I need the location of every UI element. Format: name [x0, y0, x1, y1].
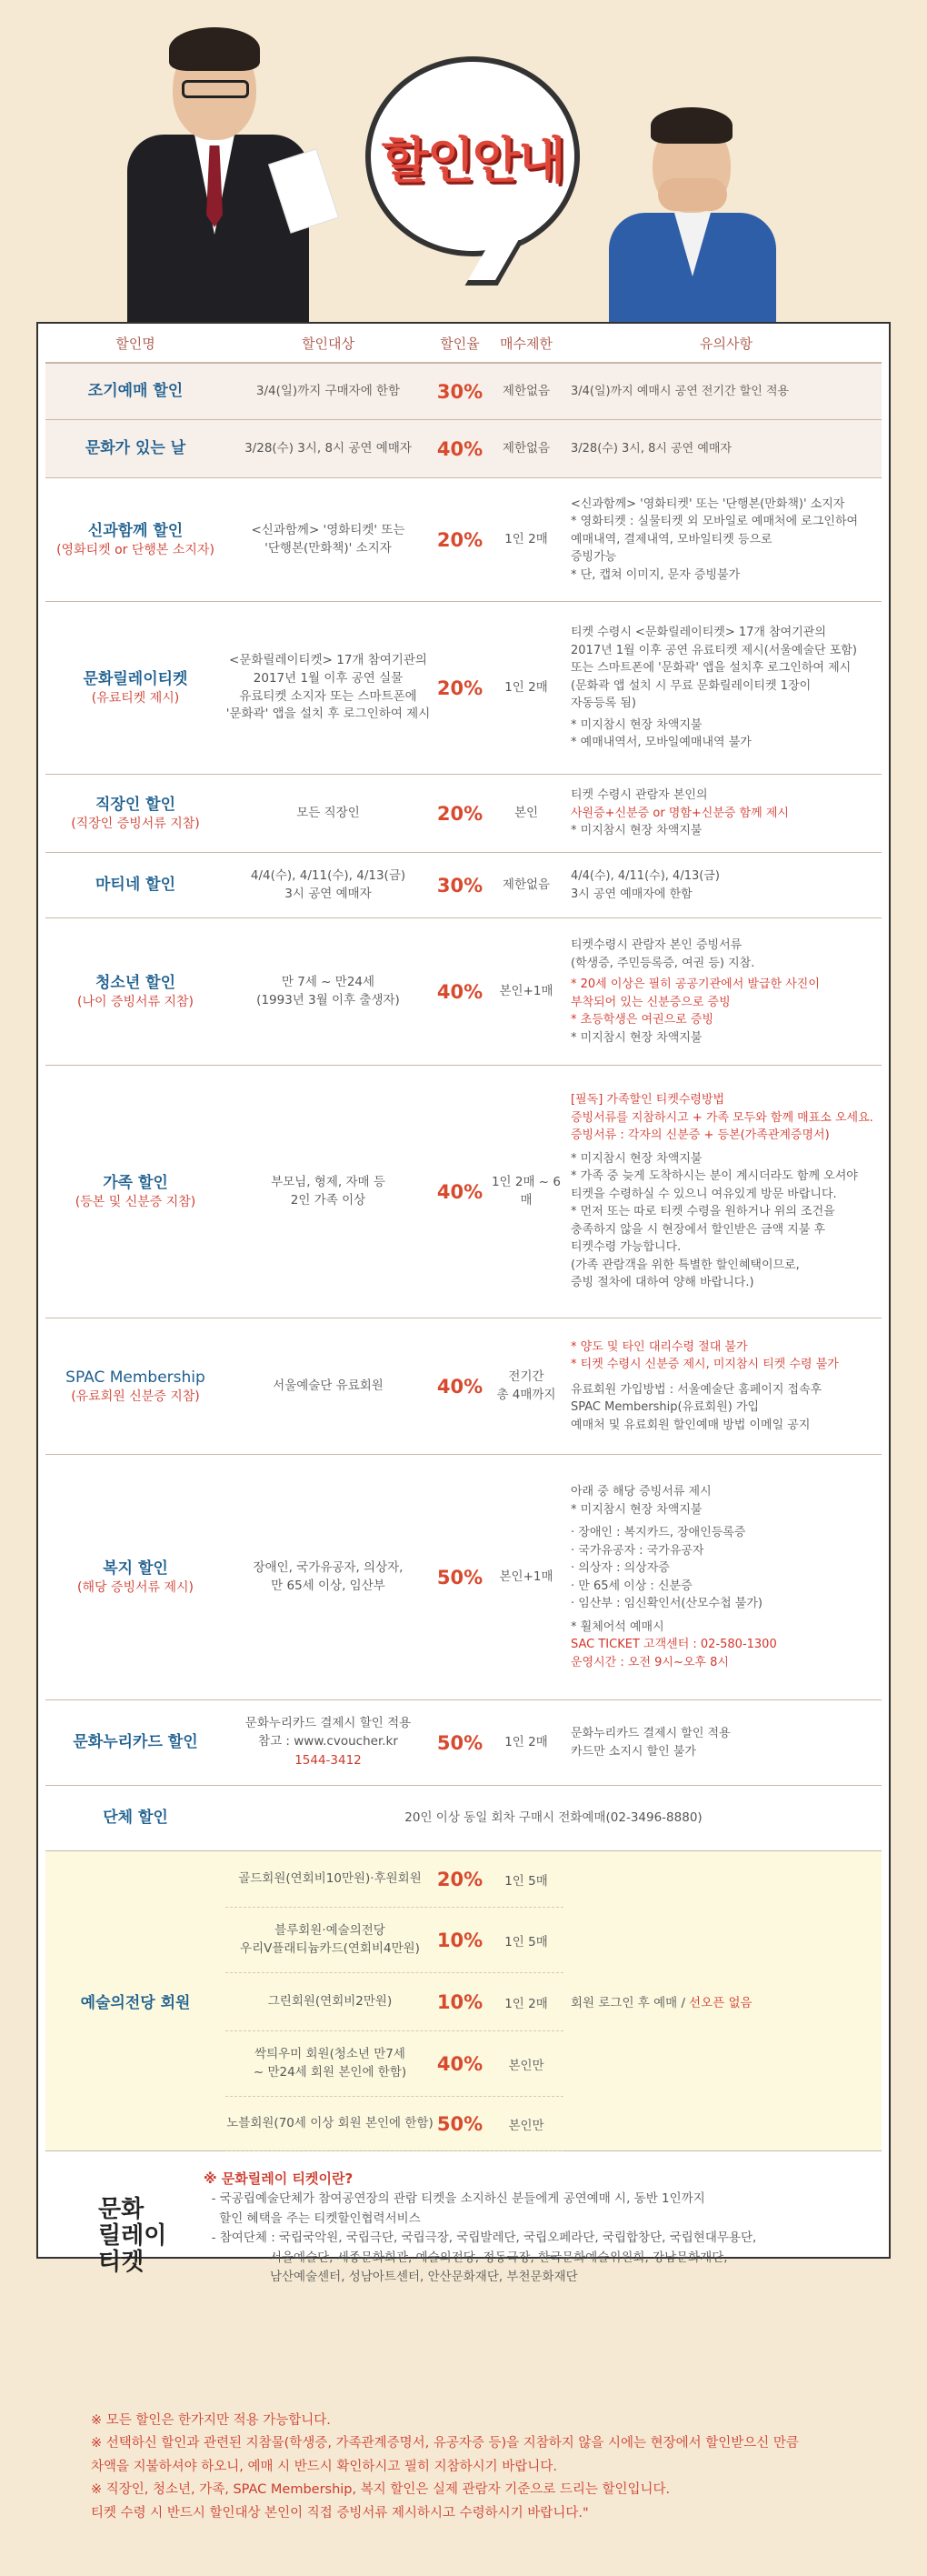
footer-notices	[91, 2410, 872, 2525]
discount-note: * 영화티켓 : 실물티켓 외 모바일로 예매처에 로그인하여 예매내역, 결제내역, 모바일티켓 등으로 증빙가능	[571, 515, 859, 565]
discount-rate: 20%	[436, 802, 483, 825]
discount-target: <문화릴레이티켓> 17개 참여기관의 2017년 1월 이후 공연 실물 유료티켓 소지자 또는 스마트폰에 '문화곽' 앱을 설치 후 로그인하여 제시	[225, 653, 431, 722]
discount-limit: 제한없음	[502, 383, 551, 398]
discount-target: 3/28(수) 3시, 8시 공연 예매자	[244, 440, 412, 456]
membership-limit: 1인 5매	[504, 1873, 548, 1889]
membership-rate: 10%	[436, 1990, 483, 2013]
membership-tier-row	[225, 2031, 563, 2097]
relay-ticket-description	[204, 2168, 858, 2288]
membership-limit: 1인 2매	[504, 1996, 548, 2011]
discount-target: <신과함께> '영화티켓' 또는 '단행본(만화책)' 소지자	[251, 522, 405, 556]
discount-note: 3/4(일)까지 예매시 공연 전기간 할인 적용	[571, 384, 790, 398]
relay-line: 할인 혜택을 주는 티켓할인협력서비스	[204, 2210, 421, 2226]
membership-limit: 1인 5매	[504, 1934, 548, 1950]
discount-rate: 50%	[436, 1731, 483, 1754]
table-row-culture-day	[45, 420, 882, 478]
membership-rate: 20%	[436, 1868, 483, 1890]
membership-rate: 10%	[436, 1929, 483, 1951]
header-limit: 매수제한	[500, 335, 553, 352]
discount-note: 티켓수령시 관람자 본인 증빙서류 (학생증, 주민등록증, 여권 등) 지참.	[571, 938, 755, 970]
table-row-culture-nuri-card	[45, 1700, 882, 1786]
table-row-matinee	[45, 853, 882, 918]
discount-limit: 1인 2매	[504, 679, 548, 695]
discount-limit: 제한없음	[502, 877, 551, 892]
discount-note: <신과함께> '영화티켓' 또는 '단행본(만화책)' 소지자	[571, 496, 845, 511]
discount-condition: (유료회원 신분증 지참)	[71, 1388, 200, 1404]
discount-note-required: * 양도 및 타인 대리수령 절대 불가 * 티켓 수령시 신분증 제시, 미지참시 티켓 수령 불가	[571, 1339, 839, 1372]
table-row-early-booking	[45, 364, 882, 420]
discount-condition: (등본 및 신분증 지참)	[75, 1194, 196, 1209]
discount-note: 티켓 수령시 <문화릴레이티켓> 17개 참여기관의 2017년 1월 이후 공연 유료티켓 제시(서울예술단 포함) 또는 스마트폰에 '문화곽' 앱을 설치후 로그인하여 제시 (문화곽 앱 설치 시 무료 문화릴레이티켓 1장이 자동등록 됨)	[571, 626, 857, 711]
table-row-youth	[45, 918, 882, 1066]
table-row-sac-membership	[45, 1851, 882, 2151]
discount-limit: 1인 2매	[504, 1734, 548, 1749]
membership-limit: 본인만	[508, 2058, 544, 2073]
discount-note-required: 사원증+신분증 or 명함+신분증 함께 제시	[571, 806, 789, 820]
relay-ticket-logo	[98, 2197, 189, 2276]
discount-rate: 40%	[436, 1180, 483, 1203]
discount-name: 예술의전당 회원	[80, 1994, 191, 2012]
discount-limit: 본인+1매	[499, 1569, 553, 1584]
discount-name: 문화릴레이티켓	[83, 669, 188, 688]
discount-target: 4/4(수), 4/11(수), 4/13(금) 3시 공연 예매자	[250, 867, 406, 901]
discount-note-required: [필독] 가족할인 티켓수령방법 증빙서류를 지참하시고 + 가족 모두와 함께 매표소 오세요. 증빙서류 : 각자의 신분증 + 등본(가족관계증명서)	[571, 1093, 873, 1143]
discount-note: * 미지참시 현장 차액지불 * 예매내역서, 모바일예매내역 불가	[571, 717, 752, 750]
discount-name: 청소년 할인	[95, 973, 176, 992]
relay-line: - 국공립예술단체가 참여공연장의 관람 티켓을 소지하신 분들에게 공연예매 시, 동반 1인까지	[204, 2191, 705, 2206]
membership-rate: 40%	[436, 2052, 483, 2075]
membership-tier: 그린회원(연회비2만원)	[267, 1993, 393, 2009]
discount-note: 유료회원 가입방법 : 서울예술단 홈페이지 접속후 SPAC Membership(유료회원) 가입 예매처 및 유료회원 할인예매 방법 이메일 공지	[571, 1382, 822, 1432]
discount-condition: (영화티켓 or 단행본 소지자)	[56, 542, 214, 557]
discount-note-required: * 20세 이상은 필히 공공기관에서 발급한 사진이 부착되어 있는 신분증으로 증빙 * 초등학생은 여권으로 증빙	[571, 977, 820, 1027]
discount-rate: 40%	[436, 437, 483, 460]
header	[0, 0, 927, 326]
discount-rate: 20%	[436, 528, 483, 551]
discount-note: 티켓 수령시 관람자 본인의	[571, 788, 708, 803]
discount-note: 4/4(수), 4/11(수), 4/13(금) 3시 공연 예매자에 한함	[571, 869, 720, 901]
discount-name: 마티네 할인	[95, 876, 176, 895]
membership-tier: 노블회원(70세 이상 회원 본인에 한함)	[226, 2115, 434, 2130]
group-discount-text: 20인 이상 동일 회차 구매시 전화예매(02-3496-8880)	[404, 1809, 703, 1825]
table-row-group	[45, 1786, 882, 1851]
man-holding-paper-illustration	[100, 18, 318, 327]
membership-tier-row	[225, 2097, 563, 2151]
membership-tier-row	[225, 1851, 563, 1908]
membership-rate: 50%	[436, 2112, 483, 2135]
table-header-row	[45, 324, 882, 364]
discount-name: 직장인 할인	[95, 795, 175, 814]
discount-name: 단체 할인	[103, 1809, 168, 1828]
header-notes: 유의사항	[700, 335, 753, 352]
table-row-with-god	[45, 478, 882, 602]
discount-limit: 1인 2매	[504, 531, 548, 546]
page-title: 할인안내	[381, 131, 564, 189]
table-row-culture-relay	[45, 602, 882, 775]
discount-rate: 20%	[436, 677, 483, 699]
discount-rate: 40%	[436, 980, 483, 1003]
discount-target: 문화누리카드 결제시 할인 적용 참고 : www.cvoucher.kr	[244, 1716, 412, 1749]
discount-note: 아래 중 해당 증빙서류 제시 * 미지참시 현장 차액지불	[571, 1485, 712, 1517]
membership-tier: 골드회원(연회비10만원)·후원회원	[238, 1870, 422, 1886]
surprised-man-illustration	[591, 100, 791, 327]
discount-condition: (유료티켓 제시)	[91, 690, 180, 706]
discount-limit: 본인+1매	[499, 983, 553, 998]
discount-name: 가족 할인	[103, 1173, 168, 1192]
discount-note: * 미지참시 현장 차액지불	[571, 824, 703, 838]
discount-rate: 30%	[436, 380, 483, 403]
table-row-spac-membership	[45, 1318, 882, 1455]
discount-target-phone: 1544-3412	[294, 1753, 362, 1769]
discount-condition: (해당 증빙서류 제시)	[76, 1579, 194, 1595]
discount-name: 복지 할인	[103, 1559, 168, 1578]
discount-note: * 휠체어석 예매시	[571, 1619, 664, 1634]
header-rate: 할인율	[440, 335, 480, 352]
membership-note-red: 선오픈 없음	[689, 1995, 753, 2010]
discount-name: 문화가 있는 날	[85, 439, 186, 458]
discount-note: * 미지참시 현장 차액지불	[571, 1030, 703, 1045]
discount-name: 신과함께 할인	[87, 521, 184, 540]
membership-limit: 본인만	[508, 2118, 544, 2133]
discount-target: 만 7세 ~ 만24세 (1993년 3월 이후 출생자)	[256, 974, 400, 1007]
discount-target: 장애인, 국가유공자, 의상자, 만 65세 이상, 임산부	[253, 1559, 404, 1593]
relay-ticket-section	[45, 2160, 863, 2315]
relay-ticket-title: ※ 문화릴레이 티켓이란?	[204, 2170, 354, 2187]
discount-target: 서울예술단 유료회원	[273, 1378, 384, 1393]
discount-note-contact: SAC TICKET 고객센터 : 02-580-1300 운영시간 : 오전 9시~오후 8시	[571, 1638, 777, 1669]
discount-limit: 1인 2매 ~ 6매	[491, 1174, 562, 1208]
discount-target: 3/4(일)까지 구매자에 한함	[255, 383, 401, 398]
discount-condition: (직장인 증빙서류 지참)	[71, 816, 200, 831]
header-name: 할인명	[115, 335, 155, 352]
footer-notice: ※ 선택하신 할인과 관련된 지참물(학생증, 가족관계증명서, 유공자증 등)을 지참하지 않을 시에는 현장에서 할인받으신 만큼 차액을 지불하셔야 하오니, 예매 시 반드시 확인하시고 필히 지참하시기 바랍니다.	[91, 2436, 799, 2474]
discount-note: * 미지참시 현장 차액지불 * 가족 중 늦게 도착하시는 분이 계시더라도 함께 오셔야 티켓을 수령하실 수 있으니 여유있게 방문 바랍니다. * 먼저 또는 따로 티켓 수령을 원하거나 위의 조건을 충족하지 않을 시 현장에서 할인받은 금액 지불 후 티켓수령 가능합니다. (가족 관람객을 위한 특별한 할인혜택이므로, 증빙 절차에 대하여 양해 바랍니다.)	[571, 1151, 858, 1290]
footer-notice: ※ 직장인, 청소년, 가족, SPAC Membership, 복지 할인은 실제 관람자 기준으로 드리는 할인입니다. 티켓 수령 시 반드시 할인대상 본인이 직접 증빙서류 제시하시고 수령하시기 바랍니다."	[91, 2482, 671, 2521]
discount-target: 모든 직장인	[296, 805, 360, 820]
discount-limit: 제한없음	[502, 440, 551, 456]
relay-line: - 참여단체 : 국립국악원, 국립극단, 국립극장, 국립발레단, 국립오페라단, 국립합창단, 국립현대무용단,	[204, 2230, 757, 2246]
table-row-office-worker	[45, 775, 882, 853]
footer-notice: ※ 모든 할인은 한가지만 적용 가능합니다.	[91, 2413, 331, 2428]
membership-tier: 싹틔우미 회원(청소년 만7세 ~ 만24세 회원 본인에 한함)	[253, 2046, 407, 2080]
discount-rate: 30%	[436, 874, 483, 897]
membership-tier-row	[225, 1973, 563, 2031]
speech-bubble	[365, 56, 580, 256]
discount-rate: 50%	[436, 1566, 483, 1589]
discount-limit: 본인	[513, 805, 539, 820]
discount-note: 문화누리카드 결제시 할인 적용 카드만 소지시 할인 불가	[571, 1727, 731, 1759]
discount-condition: (나이 증빙서류 지참)	[76, 994, 194, 1009]
discount-name: 문화누리카드 할인	[73, 1733, 198, 1752]
relay-logo-text: 문화 릴레이 티켓	[98, 2196, 167, 2277]
membership-note-text: 회원 로그인 후 예매 /	[571, 1995, 686, 2010]
membership-tier-row	[225, 1908, 563, 1973]
discount-note: * 단, 캡쳐 이미지, 문자 증빙불가	[571, 567, 741, 582]
discount-target: 부모님, 형제, 자매 등 2인 가족 이상	[271, 1174, 385, 1208]
header-target: 할인대상	[302, 335, 354, 352]
table-row-family	[45, 1066, 882, 1318]
membership-note	[571, 1851, 753, 2150]
relay-line: 서울예술단, 세종문화회관, 예술의전당, 정동극장, 한국문화예술위원회, 강남문화재단,	[204, 2250, 728, 2265]
relay-line: 남산예술센터, 성남아트센터, 안산문화재단, 부천문화재단	[204, 2270, 578, 2285]
discount-rate: 40%	[436, 1375, 483, 1398]
table-row-welfare	[45, 1455, 882, 1700]
discount-name: SPAC Membership	[65, 1368, 205, 1387]
discount-panel	[36, 322, 891, 2285]
discount-limit: 전기간 총 4매까지	[496, 1368, 556, 1402]
discount-name: 조기예매 할인	[87, 382, 184, 401]
discount-note: · 장애인 : 복지카드, 장애인등록증 · 국가유공자 : 국가유공자 · 의상자 : 의상자증 · 만 65세 이상 : 신분증 · 임산부 : 임신확인서(산모수첩 불가)	[571, 1526, 763, 1610]
discount-note: 3/28(수) 3시, 8시 공연 예매자	[571, 441, 733, 456]
membership-tier: 블루회원·예술의전당 우리V플래티늄카드(연회비4만원)	[240, 1922, 420, 1956]
